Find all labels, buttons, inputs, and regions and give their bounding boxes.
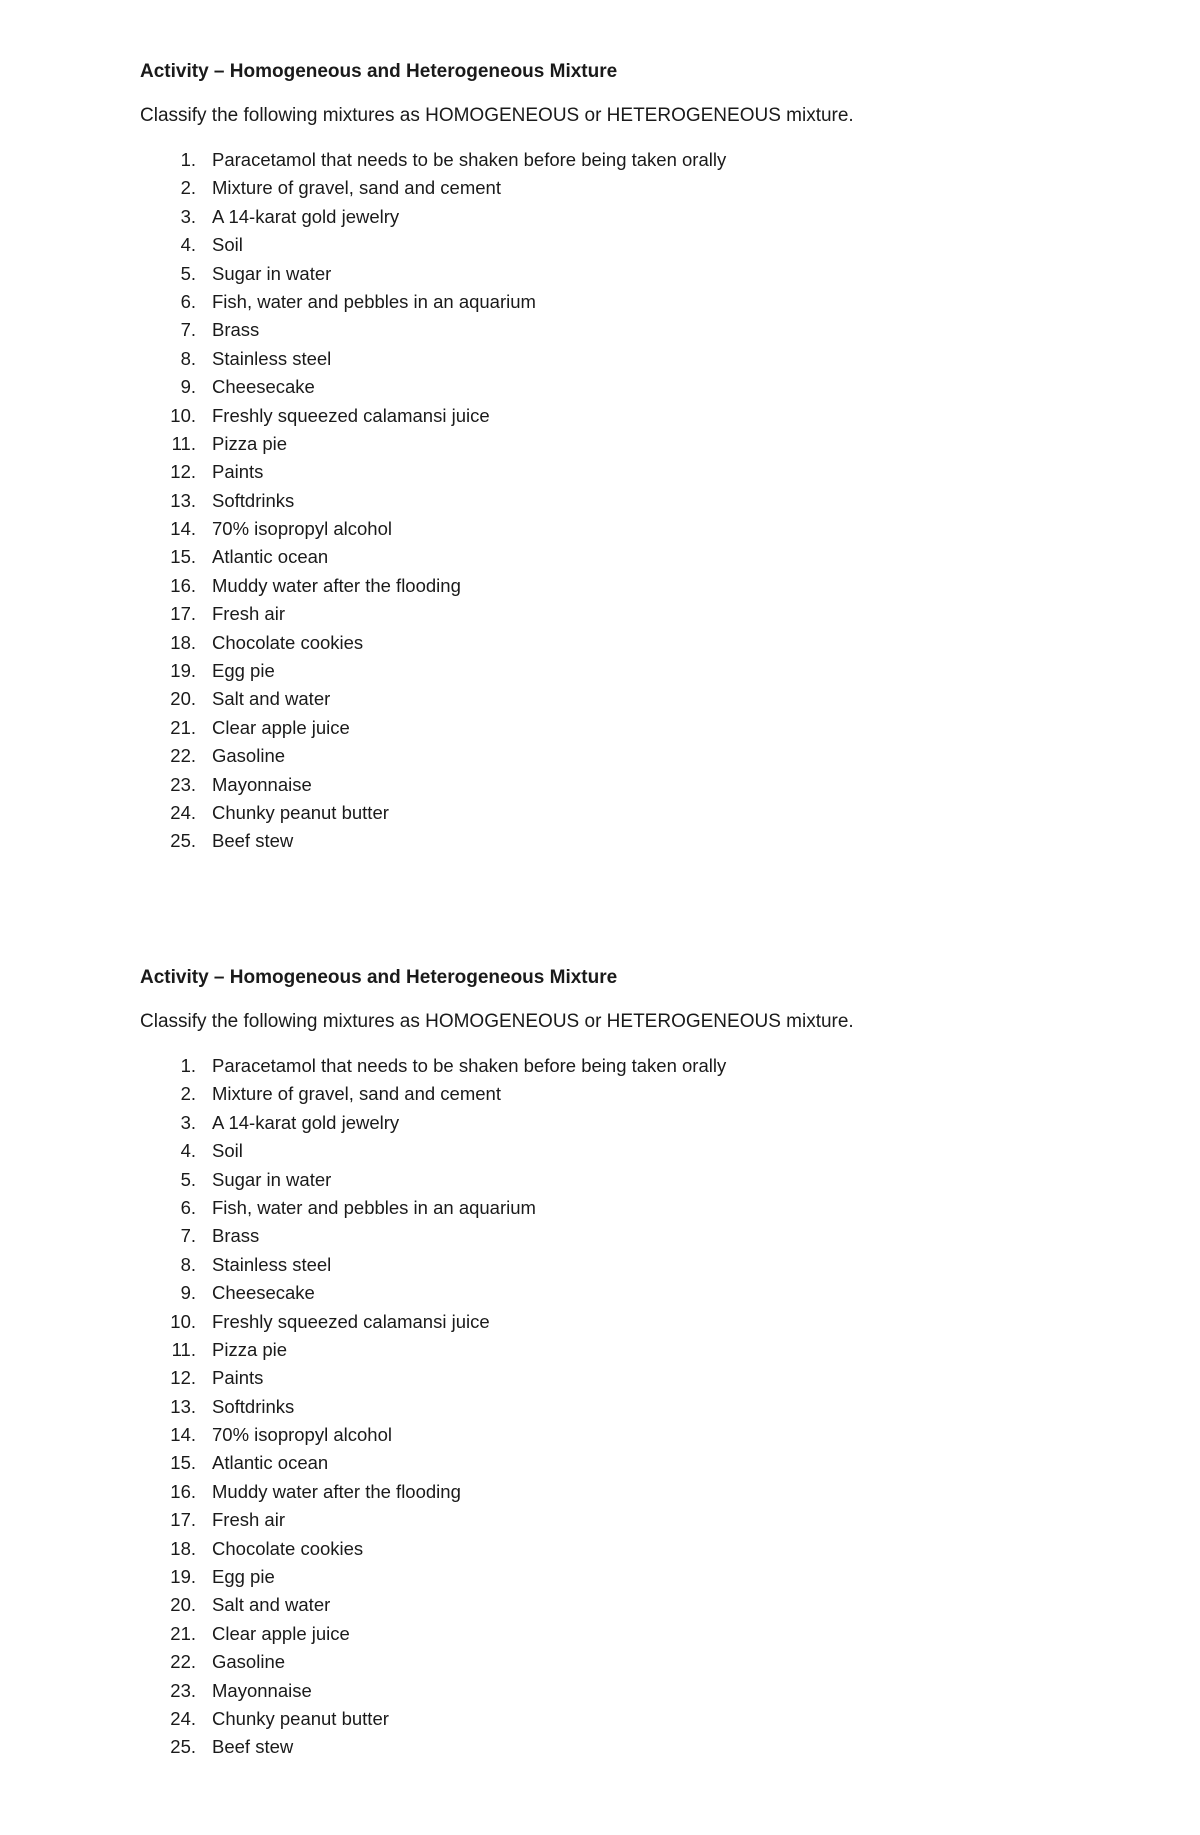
item-text: Mayonnaise — [212, 1679, 312, 1701]
list-item — [140, 231, 1140, 259]
item-text: Cheesecake — [212, 1282, 315, 1304]
item-text: Clear apple juice — [212, 716, 350, 738]
list-item — [140, 260, 1140, 288]
list-item — [140, 543, 1140, 571]
item-number: 11. — [171, 432, 196, 454]
item-text: Fish, water and pebbles in an aquarium — [212, 1196, 536, 1218]
item-number: 14. — [170, 518, 196, 540]
item-number: 25. — [170, 1736, 196, 1758]
list-item — [140, 1648, 1140, 1676]
item-text: Chocolate cookies — [212, 1537, 364, 1559]
item-text: Brass — [212, 319, 260, 341]
list-item — [140, 1279, 1140, 1307]
activity-title: Activity – Homogeneous and Heterogeneous Mixture — [140, 967, 618, 988]
list-item — [140, 742, 1140, 770]
item-text: Chunky peanut butter — [212, 1707, 389, 1729]
item-text: Softdrinks — [212, 1395, 295, 1417]
list-item — [140, 1620, 1140, 1648]
item-number: 11. — [171, 1338, 196, 1360]
mixture-list — [140, 146, 1140, 856]
item-number: 16. — [170, 1480, 196, 1502]
item-number: 18. — [170, 631, 196, 653]
item-text: 70% isopropyl alcohol — [212, 1424, 392, 1446]
list-item — [140, 515, 1140, 543]
list-item — [140, 1478, 1140, 1506]
item-text: Freshly squeezed calamansi juice — [212, 1310, 490, 1332]
item-number: 16. — [170, 574, 196, 596]
item-number: 19. — [170, 1566, 196, 1588]
item-text: Sugar in water — [212, 262, 332, 284]
item-number: 5. — [180, 262, 196, 284]
item-text: Pizza pie — [212, 1338, 288, 1360]
list-item — [140, 1677, 1140, 1705]
activity-instructions: Classify the following mixtures as HOMOGENEOUS or HETEROGENEOUS mixture. — [140, 105, 854, 126]
list-item — [140, 1563, 1140, 1591]
item-number: 13. — [170, 489, 196, 511]
item-number: 2. — [180, 1083, 196, 1105]
item-number: 8. — [180, 347, 196, 369]
item-number: 21. — [170, 1622, 196, 1644]
item-number: 22. — [170, 1651, 196, 1673]
item-text: Softdrinks — [212, 489, 295, 511]
item-text: Fish, water and pebbles in an aquarium — [212, 290, 536, 312]
item-number: 23. — [170, 773, 196, 795]
item-number: 15. — [170, 1452, 196, 1474]
list-item — [140, 629, 1140, 657]
list-item — [140, 1137, 1140, 1165]
list-item — [140, 714, 1140, 742]
item-number: 25. — [170, 830, 196, 852]
item-text: Muddy water after the flooding — [212, 574, 461, 596]
item-number: 19. — [170, 660, 196, 682]
item-text: Fresh air — [212, 603, 285, 625]
item-number: 4. — [180, 234, 196, 256]
item-text: Beef stew — [212, 830, 294, 852]
list-item — [140, 1364, 1140, 1392]
list-item — [140, 1705, 1140, 1733]
list-item — [140, 1194, 1140, 1222]
list-item — [140, 458, 1140, 486]
item-text: Paints — [212, 461, 264, 483]
list-item — [140, 1336, 1140, 1364]
item-number: 7. — [180, 1225, 196, 1247]
item-text: Paracetamol that needs to be shaken before being taken orally — [212, 149, 727, 170]
item-number: 6. — [180, 290, 196, 312]
item-number: 12. — [170, 1367, 196, 1389]
list-item — [140, 827, 1140, 855]
item-text: Egg pie — [212, 660, 275, 682]
item-text: Mayonnaise — [212, 773, 312, 795]
activity-instructions: Classify the following mixtures as HOMOGENEOUS or HETEROGENEOUS mixture. — [140, 1011, 854, 1032]
list-item — [140, 146, 1140, 174]
list-item — [140, 373, 1140, 401]
item-number: 8. — [180, 1253, 196, 1275]
list-item — [140, 288, 1140, 316]
item-number: 1. — [180, 1055, 196, 1076]
item-number: 17. — [170, 603, 196, 625]
item-number: 10. — [170, 1310, 196, 1332]
item-number: 4. — [180, 1140, 196, 1162]
activity-section — [140, 58, 1140, 856]
item-number: 10. — [170, 404, 196, 426]
item-number: 23. — [170, 1679, 196, 1701]
item-number: 1. — [180, 149, 196, 170]
item-number: 22. — [170, 745, 196, 767]
item-text: Cheesecake — [212, 376, 315, 398]
item-number: 14. — [170, 1424, 196, 1446]
item-number: 24. — [170, 801, 196, 823]
list-item — [140, 1052, 1140, 1080]
item-text: Salt and water — [212, 1594, 331, 1616]
item-number: 24. — [170, 1707, 196, 1729]
item-text: Egg pie — [212, 1566, 275, 1588]
list-item — [140, 345, 1140, 373]
item-text: Paracetamol that needs to be shaken before being taken orally — [212, 1055, 727, 1076]
item-text: Pizza pie — [212, 432, 288, 454]
list-item — [140, 316, 1140, 344]
item-text: 70% isopropyl alcohol — [212, 518, 392, 540]
item-text: Sugar in water — [212, 1168, 332, 1190]
item-text: Soil — [212, 234, 243, 256]
item-text: Stainless steel — [212, 347, 332, 369]
item-number: 9. — [180, 1282, 196, 1304]
item-text: Beef stew — [212, 1736, 294, 1758]
item-text: Gasoline — [212, 745, 286, 767]
item-text: Atlantic ocean — [212, 546, 329, 568]
list-item — [140, 771, 1140, 799]
item-text: A 14-karat gold jewelry — [212, 205, 400, 227]
item-number: 13. — [170, 1395, 196, 1417]
item-number: 3. — [180, 205, 196, 227]
list-item — [140, 1535, 1140, 1563]
item-text: Chunky peanut butter — [212, 801, 389, 823]
item-number: 2. — [180, 177, 196, 199]
item-number: 5. — [180, 1168, 196, 1190]
item-text: Soil — [212, 1140, 243, 1162]
list-item — [140, 1591, 1140, 1619]
item-text: Clear apple juice — [212, 1622, 350, 1644]
list-item — [140, 174, 1140, 202]
item-text: Muddy water after the flooding — [212, 1480, 461, 1502]
item-number: 6. — [180, 1196, 196, 1218]
list-item — [140, 1251, 1140, 1279]
list-item — [140, 1308, 1140, 1336]
list-item — [140, 1166, 1140, 1194]
item-text: Stainless steel — [212, 1253, 332, 1275]
item-number: 21. — [170, 716, 196, 738]
list-item — [140, 572, 1140, 600]
list-item — [140, 1421, 1140, 1449]
list-item — [140, 1733, 1140, 1761]
item-number: 20. — [170, 1594, 196, 1616]
item-number: 15. — [170, 546, 196, 568]
list-item — [140, 203, 1140, 231]
item-text: Fresh air — [212, 1509, 285, 1531]
list-item — [140, 487, 1140, 515]
list-item — [140, 1393, 1140, 1421]
item-text: A 14-karat gold jewelry — [212, 1111, 400, 1133]
activity-title: Activity – Homogeneous and Heterogeneous Mixture — [140, 61, 618, 82]
item-number: 17. — [170, 1509, 196, 1531]
list-item — [140, 1222, 1140, 1250]
activity-section — [140, 964, 1140, 1762]
list-item — [140, 402, 1140, 430]
item-text: Atlantic ocean — [212, 1452, 329, 1474]
list-item — [140, 685, 1140, 713]
list-item — [140, 657, 1140, 685]
item-text: Mixture of gravel, sand and cement — [212, 1083, 501, 1105]
item-text: Freshly squeezed calamansi juice — [212, 404, 490, 426]
item-number: 20. — [170, 688, 196, 710]
item-text: Salt and water — [212, 688, 331, 710]
list-item — [140, 430, 1140, 458]
item-text: Mixture of gravel, sand and cement — [212, 177, 501, 199]
list-item — [140, 1506, 1140, 1534]
item-text: Chocolate cookies — [212, 631, 364, 653]
item-number: 3. — [180, 1111, 196, 1133]
item-number: 9. — [180, 376, 196, 398]
list-item — [140, 1080, 1140, 1108]
list-item — [140, 799, 1140, 827]
list-item — [140, 1449, 1140, 1477]
mixture-list — [140, 1052, 1140, 1762]
item-text: Gasoline — [212, 1651, 286, 1673]
item-number: 12. — [170, 461, 196, 483]
item-text: Brass — [212, 1225, 260, 1247]
item-number: 18. — [170, 1537, 196, 1559]
list-item — [140, 600, 1140, 628]
list-item — [140, 1109, 1140, 1137]
item-text: Paints — [212, 1367, 264, 1389]
item-number: 7. — [180, 319, 196, 341]
